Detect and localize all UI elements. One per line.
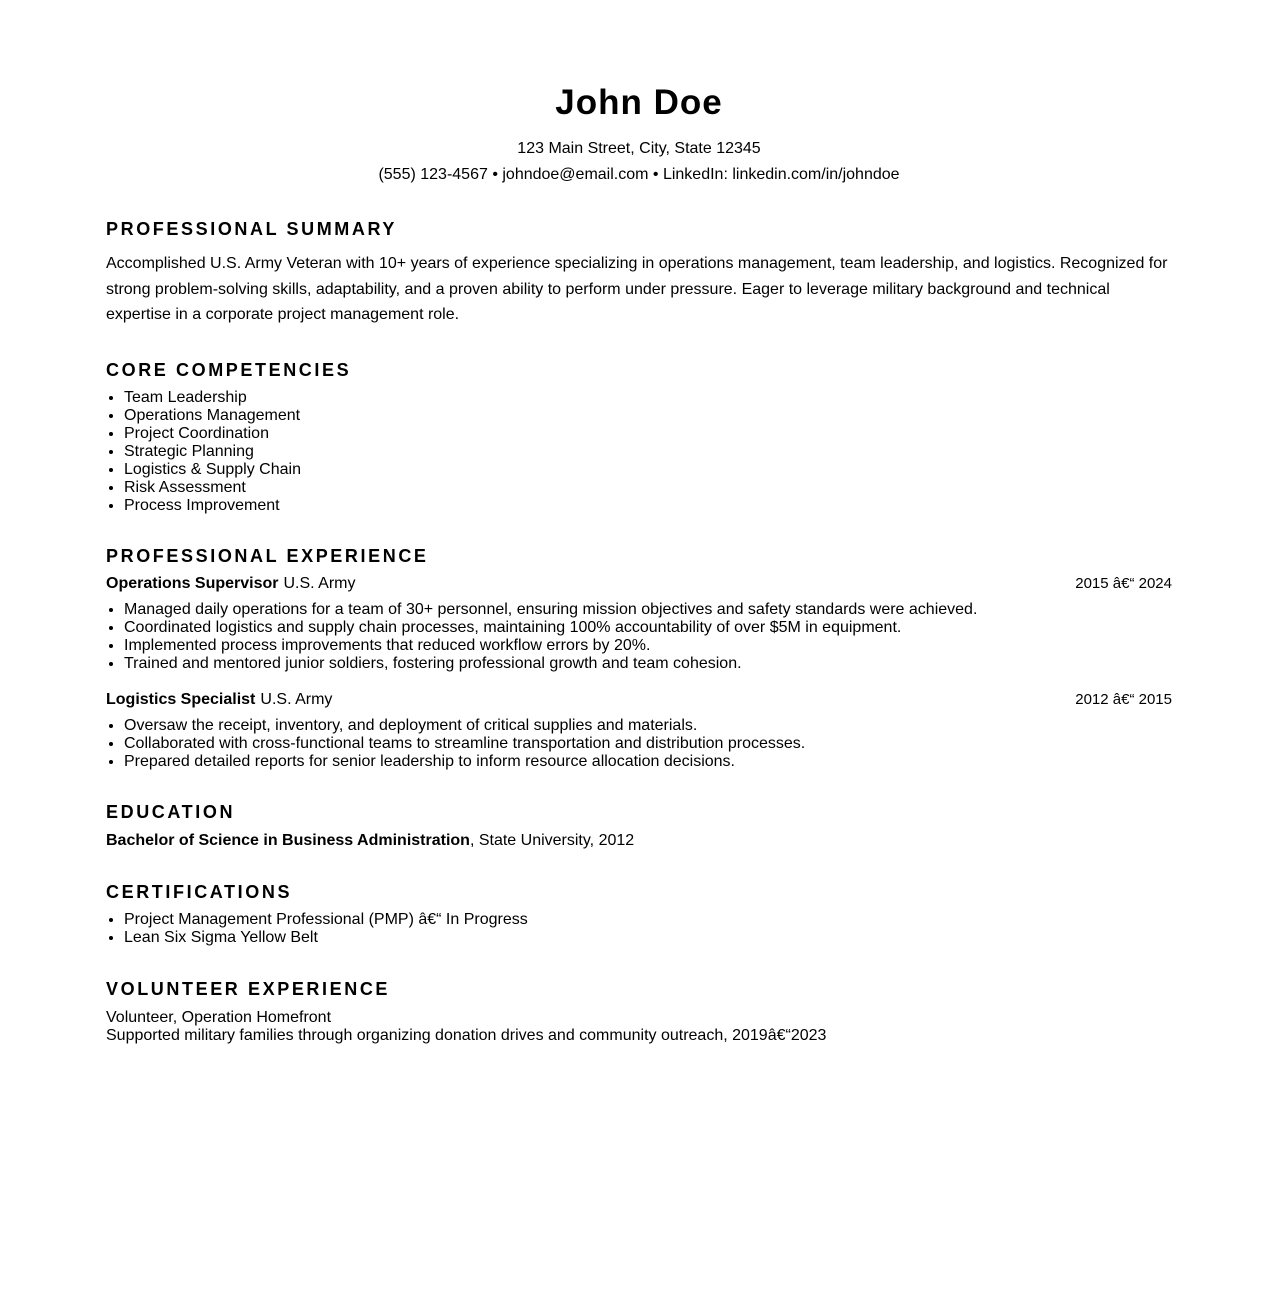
- volunteer-description: Supported military families through organizing donation drives and community outreach, 2019â€“2023: [106, 1026, 827, 1044]
- summary-title: PROFESSIONAL SUMMARY: [106, 219, 398, 239]
- list-item: • Trained and mentored junior soldiers, fostering professional growth and team cohesion.: [124, 655, 1172, 673]
- list-item: • Process Improvement: [124, 497, 1172, 515]
- education-title: EDUCATION: [106, 801, 236, 822]
- job-entry: [106, 691, 1172, 771]
- job-organization: U.S. Army: [260, 690, 333, 708]
- job-entry: [106, 575, 1172, 673]
- certifications-list: [106, 911, 1172, 947]
- education-entry: [106, 832, 1172, 850]
- education-section: [106, 801, 1172, 850]
- volunteer-title: VOLUNTEER EXPERIENCE: [106, 978, 391, 999]
- list-item: • Oversaw the receipt, inventory, and deployment of critical supplies and materials.: [124, 717, 1172, 735]
- list-item: • Team Leadership: [124, 389, 1172, 407]
- list-item: • Lean Six Sigma Yellow Belt: [124, 929, 1172, 947]
- list-item: • Risk Assessment: [124, 479, 1172, 497]
- competencies-list: [106, 389, 1172, 515]
- competencies-title: CORE COMPETENCIES: [106, 359, 352, 380]
- job-organization: U.S. Army: [283, 574, 356, 592]
- certifications-title: CERTIFICATIONS: [106, 881, 293, 902]
- experience-title: PROFESSIONAL EXPERIENCE: [106, 545, 429, 566]
- job-bullets: [106, 717, 1172, 771]
- job-title: Operations Supervisor: [106, 574, 279, 592]
- degree: Bachelor of Science in Business Administration: [106, 831, 470, 849]
- job-header: [106, 575, 1172, 593]
- list-item: • Operations Management: [124, 407, 1172, 425]
- job-dates: 2012 â€“ 2015: [1075, 690, 1172, 708]
- list-item: • Implemented process improvements that reduced workflow errors by 20%.: [124, 637, 1172, 655]
- experience-section: [106, 545, 1172, 771]
- volunteer-section: [106, 978, 1172, 1045]
- list-item: • Collaborated with cross-functional teams to streamline transportation and distribution processes.: [124, 735, 1172, 753]
- summary-text: Accomplished U.S. Army Veteran with 10+ years of experience specializing in operations management, team leadership, and logistics. Recognized for strong problem-solving skills, adaptability, and a proven ability to perform under pressure. Eager to leverage military background and technical expertise in a corporate project management role.: [106, 255, 1168, 324]
- candidate-name: John Doe: [555, 83, 723, 122]
- job-dates: 2015 â€“ 2024: [1075, 574, 1172, 592]
- list-item: • Managed daily operations for a team of 30+ personnel, ensuring mission objectives and safety standards were achieved.: [124, 601, 1172, 619]
- competencies-section: [106, 359, 1172, 515]
- resume-header: [106, 0, 1172, 188]
- summary-section: [106, 218, 1172, 328]
- education-details: , State University, 2012: [469, 831, 635, 849]
- volunteer-role: Volunteer, Operation Homefront: [106, 1008, 332, 1026]
- list-item: • Project Coordination: [124, 425, 1172, 443]
- list-item: • Strategic Planning: [124, 443, 1172, 461]
- list-item: • Prepared detailed reports for senior leadership to inform resource allocation decisions.: [124, 753, 1172, 771]
- job-title: Logistics Specialist: [106, 690, 256, 708]
- address: 123 Main Street, City, State 12345: [517, 140, 761, 157]
- job-bullets: [106, 601, 1172, 673]
- list-item: • Logistics & Supply Chain: [124, 461, 1172, 479]
- certifications-section: [106, 881, 1172, 947]
- list-item: • Project Management Professional (PMP) â€“ In Progress: [124, 911, 1172, 929]
- list-item: • Coordinated logistics and supply chain processes, maintaining 100% accountability of over $5M in equipment.: [124, 619, 1172, 637]
- contact-info: (555) 123-4567 • johndoe@email.com • LinkedIn: linkedin.com/in/johndoe: [378, 166, 900, 183]
- job-header: [106, 691, 1172, 709]
